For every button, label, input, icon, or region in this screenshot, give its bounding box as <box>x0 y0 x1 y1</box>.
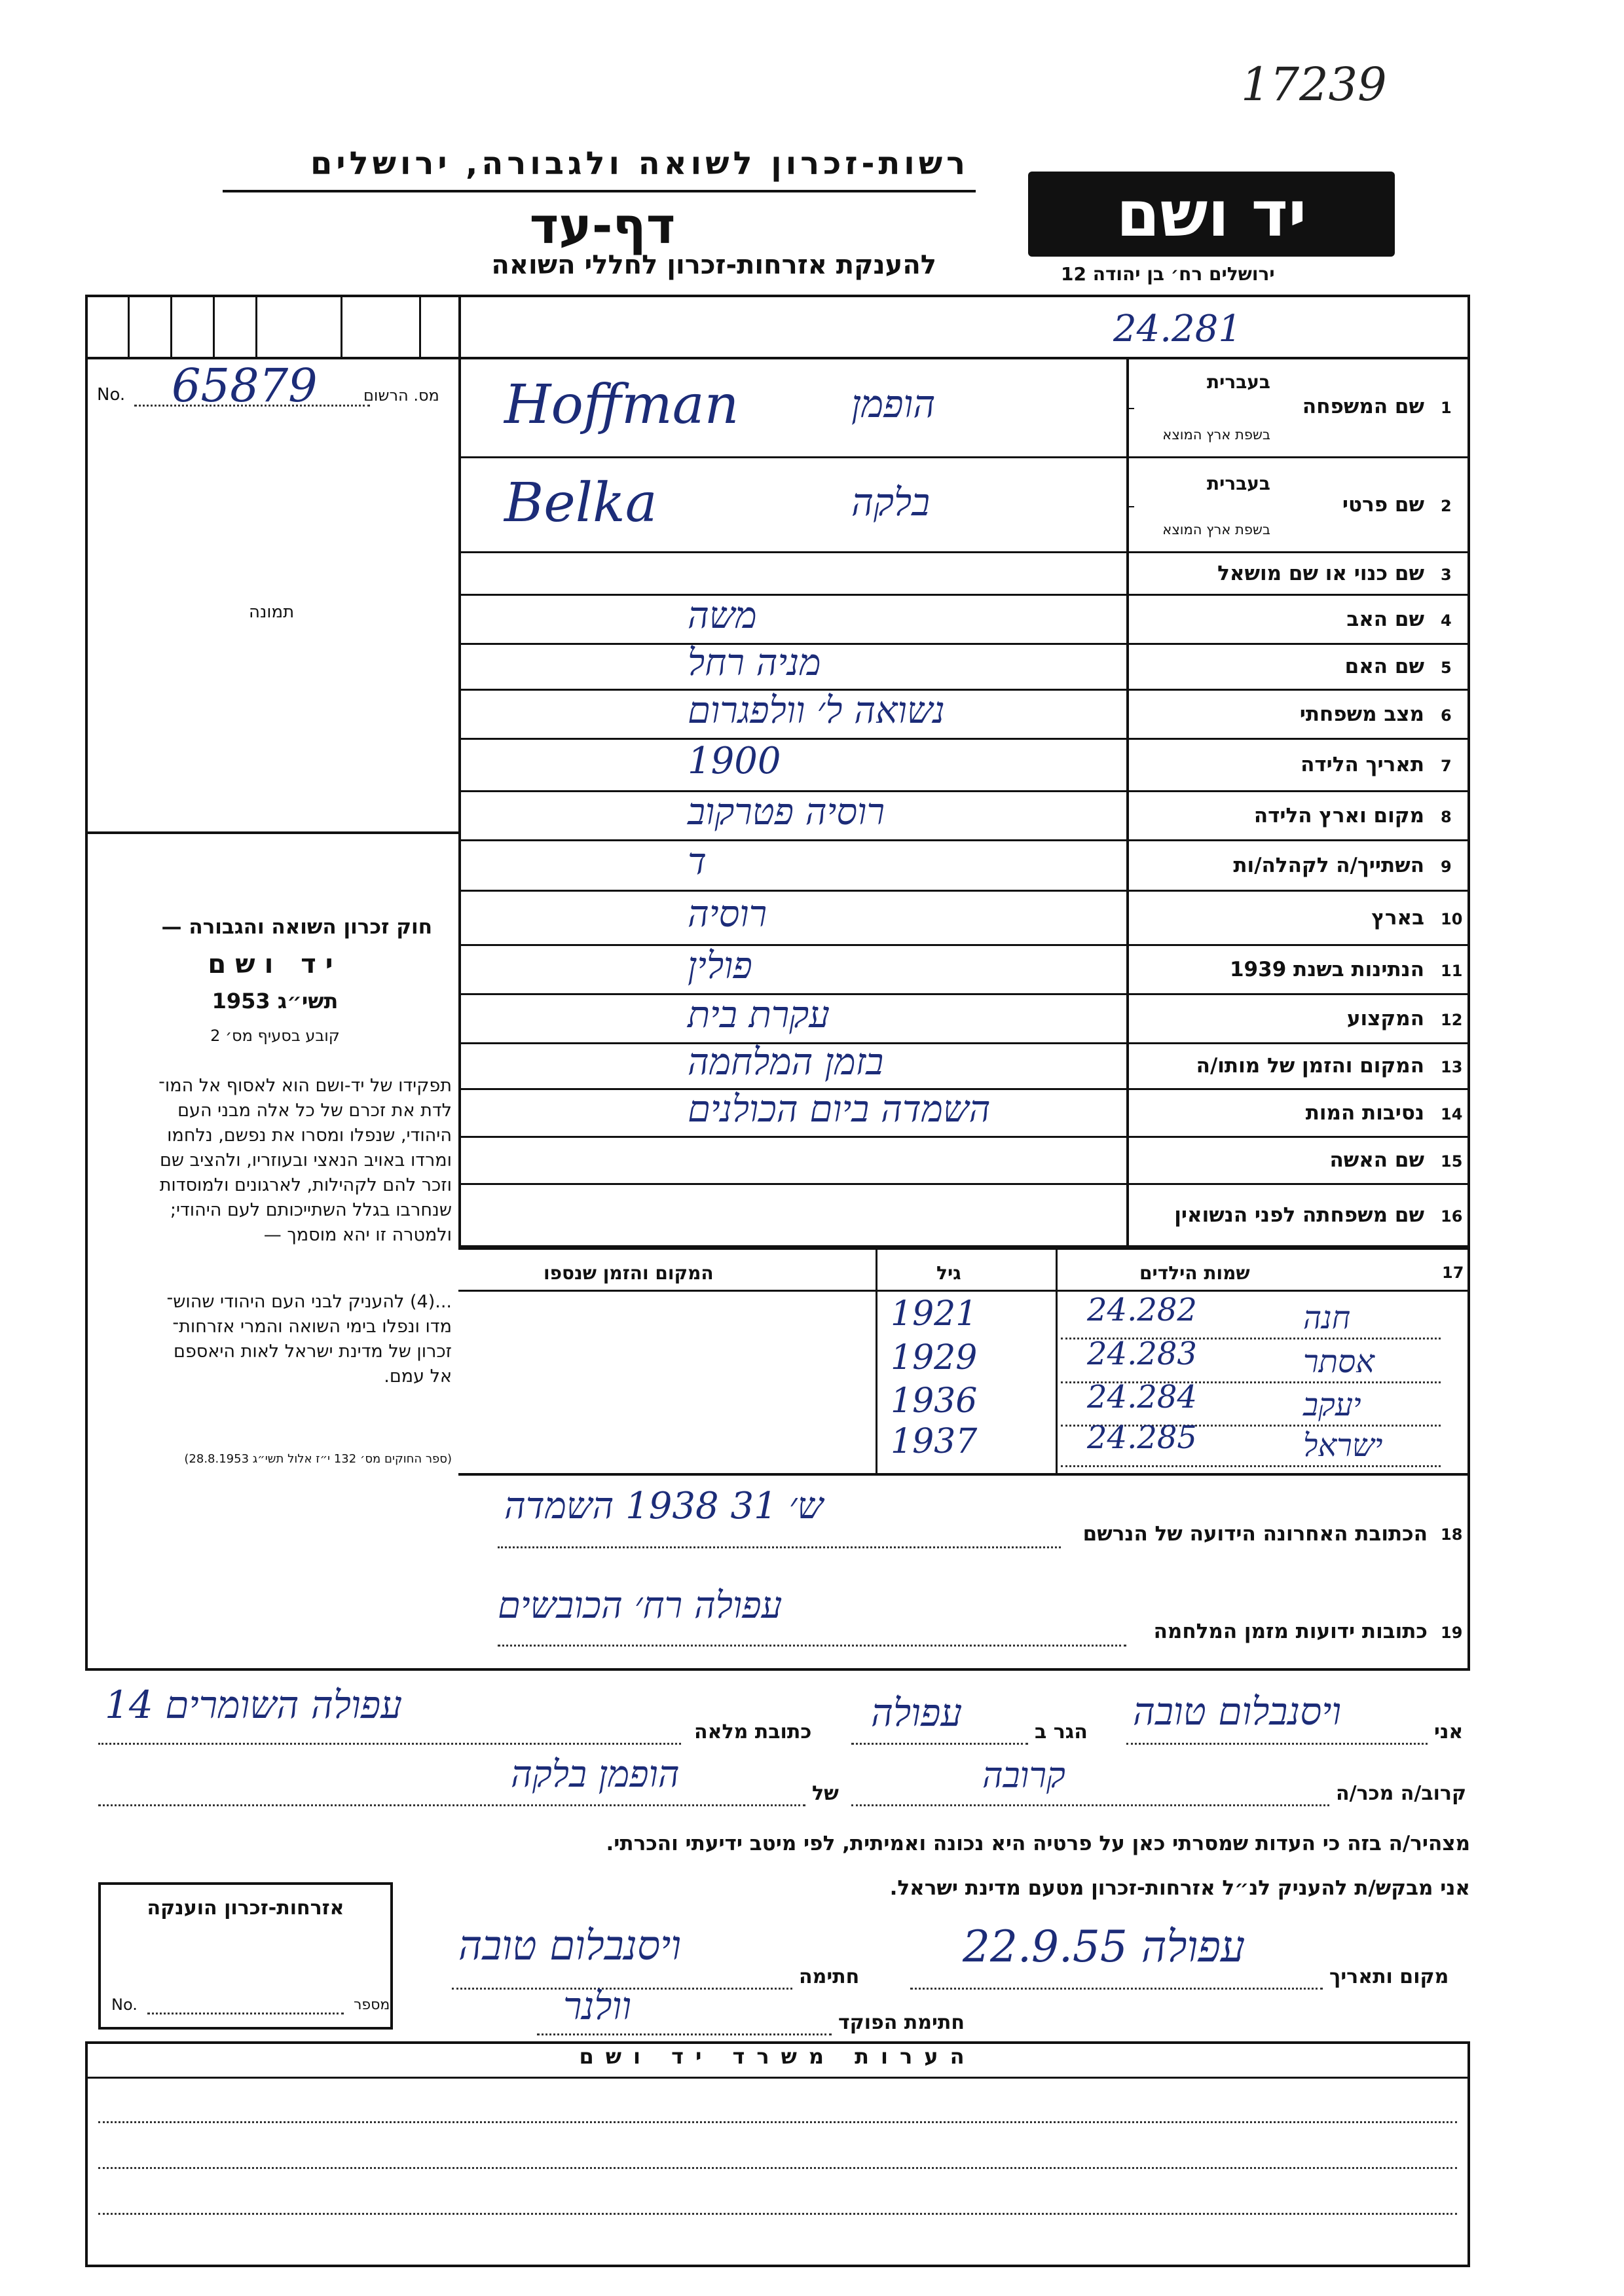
archive-number: 17239 <box>1241 58 1387 111</box>
field-row <box>458 995 1470 1044</box>
field-number: 13 <box>1441 1058 1463 1076</box>
field-value: פולין <box>688 944 752 987</box>
field-row <box>458 645 1470 691</box>
law-footnote: (ספר החוקים מס׳ 132 י״ז אלול תשי״ג 28.8.1953) <box>184 1452 452 1466</box>
field-number: 4 <box>1441 611 1452 630</box>
children-col-age: גיל <box>936 1262 961 1284</box>
notes-box <box>85 2041 1470 2267</box>
field-value: משה <box>688 594 757 637</box>
children-num: 17 <box>1442 1264 1464 1282</box>
decl-relation-label: קרוב/ה מכר/ה <box>1336 1782 1467 1805</box>
officer-signature-label: חתימת הפוקד <box>838 2011 965 2034</box>
decl-of-value: הופמן בלקה <box>511 1753 680 1796</box>
field-row <box>458 1138 1470 1185</box>
field-label: שם פרטי <box>1342 492 1424 517</box>
children-col-names: שמות הילדים <box>1139 1262 1250 1284</box>
child-record: 24.285 <box>1087 1419 1197 1456</box>
field-label: שם כנוי או שם מושאל <box>1217 561 1424 585</box>
officer-signature: וולנר <box>563 1984 632 2028</box>
field-value: בלקה <box>851 479 931 524</box>
place-date-value: עפולה 22.9.55 <box>963 1922 1246 1972</box>
field-number: 5 <box>1441 659 1452 677</box>
decl-lives-label: הגר ב <box>1035 1721 1088 1743</box>
field-number: 15 <box>1441 1152 1463 1171</box>
child-name: חנה <box>1303 1300 1351 1336</box>
field-label: מקום וארץ הלידה <box>1253 803 1424 828</box>
field-number: 10 <box>1441 909 1463 928</box>
field-label: נסיבות המות <box>1305 1101 1424 1125</box>
photo-bottom-border <box>85 831 458 834</box>
field-number: 2 <box>1441 496 1452 515</box>
field-label: בארץ <box>1371 905 1424 930</box>
field-number: 8 <box>1441 807 1452 826</box>
form-subtitle: להענקת אזרחות-זכרון לחללי השואה <box>491 250 936 280</box>
certificate-box <box>98 1882 393 2030</box>
field-label: שם המשפחה <box>1302 394 1424 418</box>
decl-line-1: מצהיר/ה בזה כי העדות שמסרתי כאן על פרטיה היא נכונה ואמיתית, לפי מיטב ידיעתי והכרתי. <box>606 1832 1470 1855</box>
logo-text: יד ושם <box>1116 177 1307 251</box>
child-name: יעקב <box>1303 1387 1361 1423</box>
children-col-place: המקום והזמן שנספו <box>544 1262 714 1284</box>
law-paragraph-1: תפקידו של יד-ושם הוא לאסוף אל המו־ לדת את זכרם של כל אלה מבני העם היהודי, שנפלו ומסרו את נפשם, נלחמו ומרדו באויב הנאצי ובעוזריו, ולהציב שם וזכר להם לקהילות, לארגונים ולמוסדות שנחרבו בגלל השתייכותם לעם היהודי; ולמטרה זו יהא מוסמך — <box>158 1076 452 1245</box>
field-value: ד <box>688 840 707 883</box>
decl-of-label: של <box>812 1782 839 1805</box>
decl-city: עפולה <box>871 1690 963 1735</box>
field-value-latin: Hoffman <box>504 373 739 436</box>
field-label: השתייך/ה לקהלה/ות <box>1233 853 1424 877</box>
field-number: 3 <box>1441 565 1452 584</box>
field-value: מניה רחל <box>688 642 821 684</box>
notes-label: הערות משרד יד ושם <box>579 2044 976 2069</box>
child-year: 1929 <box>891 1338 978 1377</box>
photo-label: תמונה <box>249 602 295 622</box>
field-number: 11 <box>1441 961 1463 980</box>
field-19-value: עפולה רח׳ הכובשים <box>498 1584 783 1627</box>
field-value: השמדה ביום הכולנים <box>688 1087 991 1131</box>
field-number: 7 <box>1441 757 1452 775</box>
decl-line-2: אני מבקש/ת להעניק לנ״ל אזרחות-זכרון מטעם מדינת ישראל. <box>889 1876 1470 1900</box>
child-name: אסתר <box>1303 1343 1375 1380</box>
field-value-latin: Belka <box>504 471 657 534</box>
signature-label: חתימה <box>799 1965 860 1988</box>
field-number: 1 <box>1441 398 1452 417</box>
field-label: שם האשה <box>1329 1148 1424 1172</box>
field-number: 12 <box>1441 1010 1463 1029</box>
field-value: עקרת בית <box>688 993 830 1036</box>
law-year: תשי״ג 1953 <box>212 989 339 1013</box>
field-number: 9 <box>1441 857 1452 876</box>
org-underline <box>223 190 976 192</box>
decl-relation: קרובה <box>982 1755 1065 1796</box>
decl-address: עפולה השומרים 14 <box>105 1683 403 1727</box>
law-title: חוק זכרון השואה והגבורה — <box>161 915 432 939</box>
place-date-label: מקום ותאריך <box>1329 1965 1449 1988</box>
child-year: 1936 <box>891 1381 978 1421</box>
cert-number-label: מספר <box>354 1997 390 2013</box>
field-label: הנתינות בשנת 1939 <box>1229 957 1424 981</box>
law-name: יד ושם <box>208 949 342 979</box>
field-sublabel: בעברית <box>1206 371 1270 393</box>
cert-title: אזרחות-זכרון הוענקה <box>147 1897 344 1920</box>
field-18-label: הכתובת האחרונה הידועה של הנרשם <box>1082 1522 1428 1546</box>
field-label: שם משפחתה לפני הנשואין <box>1174 1203 1424 1227</box>
form-title: דף-עד <box>529 196 676 255</box>
field-value: בזמן המלחמה <box>688 1041 884 1084</box>
cert-no-label: No. <box>111 1995 138 2014</box>
no-label: No. <box>97 385 126 405</box>
field-number: 16 <box>1441 1207 1463 1226</box>
field-number: 6 <box>1441 706 1452 725</box>
field-row <box>458 596 1470 645</box>
field-18-value: ש׳ 31 1938 השמדה <box>504 1485 824 1527</box>
child-name: ישראל <box>1303 1427 1383 1464</box>
yad-vashem-logo <box>1028 172 1395 257</box>
field-sublabel: בשפת ארץ המוצא <box>1162 427 1270 443</box>
field-label: שם האב <box>1346 607 1424 631</box>
field-19-label: כתובות ידועות מזמן המלחמה <box>1153 1620 1428 1643</box>
field-sublabel: בשפת ארץ המוצא <box>1162 522 1270 538</box>
law-paragraph-2: ...(4) להעניק לבני העם היהודי שהוש־ מדו ונפלו בימי השואה והמרי אזרחות־ זכרון של מדינת ישראל לאות היאספם אל עמם. <box>166 1292 452 1387</box>
field-sublabel: בעברית <box>1206 473 1270 494</box>
field-value: רוסיה <box>688 892 767 936</box>
field-value: הופמן <box>851 381 936 426</box>
field-label: המקצוע <box>1346 1006 1424 1030</box>
decl-ani: אני <box>1434 1721 1464 1743</box>
field-row <box>458 892 1470 946</box>
field-label: המקום והזמן של מותו/ה <box>1196 1054 1424 1078</box>
logo-address: ירושלים רח׳ בן יהודה 12 <box>1061 263 1275 285</box>
field-value: רוסיה פטרקוב <box>688 790 885 833</box>
field-value: 1900 <box>688 740 781 782</box>
law-clause: קובע בסעיף מס׳ 2 <box>210 1027 340 1045</box>
field-label: שם האם <box>1344 655 1424 678</box>
child-year: 1921 <box>891 1294 978 1334</box>
registration-label: מס. הרשום <box>363 386 439 405</box>
decl-name: ויסנבלום טובה <box>1133 1689 1342 1734</box>
child-record: 24.283 <box>1087 1336 1197 1372</box>
field-18-num: 18 <box>1441 1525 1463 1544</box>
child-year: 1937 <box>891 1422 978 1461</box>
child-record: 24.282 <box>1087 1292 1197 1328</box>
registration-number: 65879 <box>172 359 318 412</box>
child-record: 24.284 <box>1087 1379 1197 1415</box>
field-value: נשואה ל׳ וולפגרום <box>688 689 945 732</box>
field-label: מצב משפחתי <box>1299 702 1424 726</box>
org-name: רשות-זכרון לשואה ולגבורה, ירושלים <box>310 145 969 182</box>
field-19-num: 19 <box>1441 1624 1463 1642</box>
signature-value: ויסנבלום טובה <box>458 1922 682 1969</box>
field-number: 14 <box>1441 1104 1463 1123</box>
record-number: 24.281 <box>1113 308 1242 350</box>
decl-address-label: כתובת מלאה <box>694 1721 812 1743</box>
field-label: תאריך הלידה <box>1301 753 1424 776</box>
